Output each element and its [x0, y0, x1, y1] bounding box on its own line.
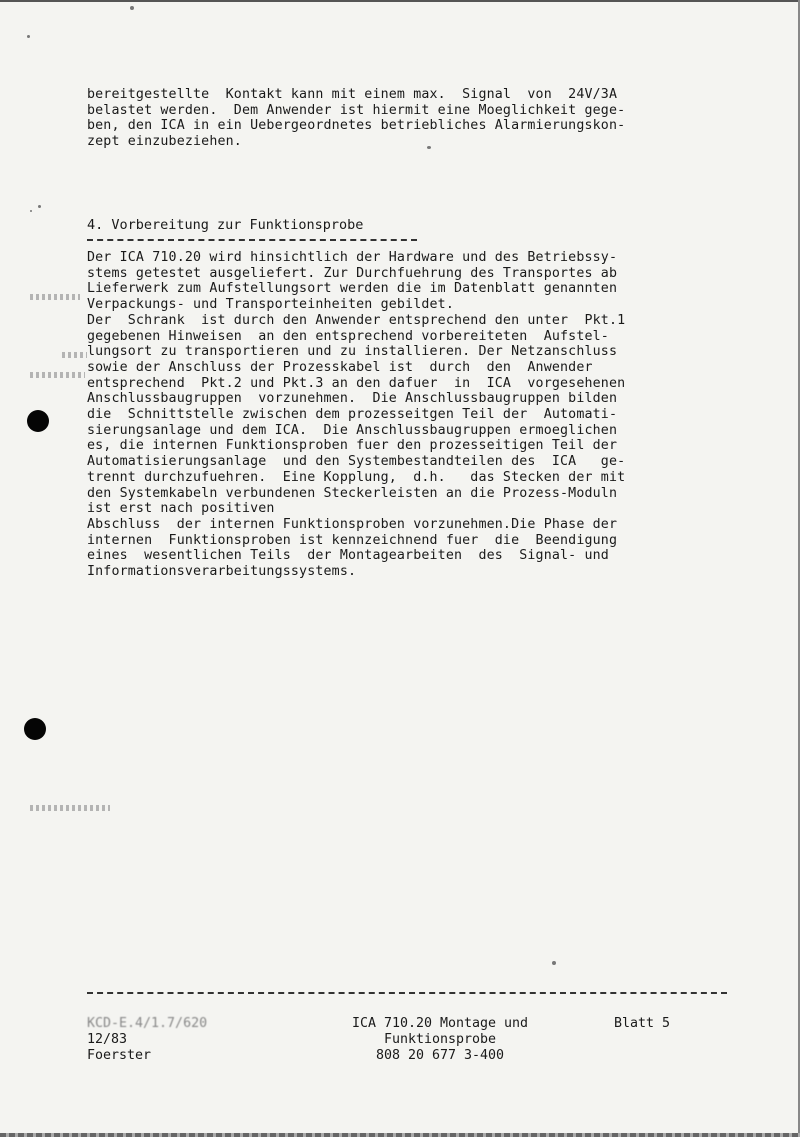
intro-line: ben, den ICA in ein Uebergeordnetes betriebliches Alarmierungskon-	[87, 118, 626, 134]
scan-speck	[27, 35, 30, 38]
section-body	[87, 250, 727, 580]
intro-line: belastet werden. Dem Anwender ist hiermit eine Moeglichkeit gege-	[87, 102, 626, 118]
scan-speck	[30, 210, 32, 212]
intro-line: zept einzubeziehen.	[87, 134, 242, 150]
margin-smudge	[30, 805, 110, 811]
body-line: entsprechend Pkt.2 und Pkt.3 an den dafuer in ICA vorgesehenen	[87, 375, 626, 391]
body-line: gegebenen Hinweisen an den entsprechend vorbereiteten Aufstel-	[87, 328, 609, 344]
body-line: Verpackungs- und Transporteinheiten gebildet.	[87, 297, 454, 313]
body-line: eines wesentlichen Teils der Montagearbeiten des Signal- und	[87, 548, 609, 564]
margin-smudge	[30, 294, 80, 300]
body-line: internen Funktionsproben ist kennzeichnend fuer die Beendigung	[87, 532, 618, 548]
body-line: es, die internen Funktionsproben fuer den prozesseitigen Teil der	[87, 438, 618, 454]
footer-date: 12/83	[87, 1031, 128, 1047]
footer-title: ICA 710.20 Montage und	[351, 1016, 529, 1031]
footer-page-number: Blatt 5	[614, 1016, 671, 1031]
page-edge-bottom	[0, 1133, 800, 1137]
page-edge-top	[0, 0, 800, 2]
footer-divider	[87, 992, 727, 994]
margin-smudge	[30, 372, 85, 378]
body-line: Abschluss der internen Funktionsproben vorzunehmen.Die Phase der	[87, 516, 618, 532]
body-line: Automatisierungsanlage und den Systembestandteilen des ICA ge-	[87, 454, 626, 470]
footer-subtitle: Funktionsprobe	[383, 1031, 497, 1047]
margin-smudge	[62, 352, 87, 358]
footer-author: Foerster	[87, 1047, 152, 1063]
footer-title-block	[330, 1016, 550, 1063]
scan-speck	[38, 205, 41, 208]
body-line: Der Schrank ist durch den Anwender entsprechend den unter Pkt.1	[87, 312, 626, 328]
body-line: sierungsanlage und dem ICA. Die Anschlussbaugruppen ermoeglichen	[87, 422, 618, 438]
body-line: Informationsverarbeitungssystems.	[87, 564, 357, 580]
body-line: ist erst nach positiven	[87, 501, 275, 517]
section-heading: 4. Vorbereitung zur Funktionsprobe	[87, 217, 364, 233]
body-line: den Systemkabeln verbundenen Steckerleisten an die Prozess-Moduln	[87, 485, 618, 501]
body-line: Der ICA 710.20 wird hinsichtlich der Hardware und des Betriebssy-	[87, 250, 618, 265]
body-line: Lieferwerk zum Aufstellungsort werden die im Datenblatt genannten	[87, 281, 618, 297]
body-line: stems getestet ausgeliefert. Zur Durchfuehrung des Transportes ab	[87, 265, 618, 281]
intro-line: bereitgestellte Kontakt kann mit einem max. Signal von 24V/3A	[87, 87, 618, 102]
body-line: lungsort zu transportieren und zu installieren. Der Netzanschluss	[87, 344, 618, 360]
footer-code: KCD-E.4/1.7/620	[87, 1016, 208, 1031]
footer-doc-number: 808 20 677 3-400	[375, 1047, 505, 1063]
punch-hole-lower	[24, 718, 46, 740]
body-line: die Schnittstelle zwischen dem prozesseitgen Teil der Automati-	[87, 407, 618, 423]
footer-document-info	[87, 1016, 207, 1063]
body-line: Anschlussbaugruppen vorzunehmen. Die Anschlussbaugruppen bilden	[87, 391, 618, 407]
punch-hole-upper	[27, 410, 49, 432]
intro-paragraph	[87, 87, 727, 150]
heading-underline	[87, 239, 417, 241]
scan-speck	[130, 6, 134, 10]
scan-speck	[552, 961, 556, 965]
body-line: sowie der Anschluss der Prozesskabel ist durch den Anwender	[87, 359, 593, 375]
body-line: trennt durchzufuehren. Eine Kopplung, d.h. das Stecken der mit	[87, 469, 626, 485]
